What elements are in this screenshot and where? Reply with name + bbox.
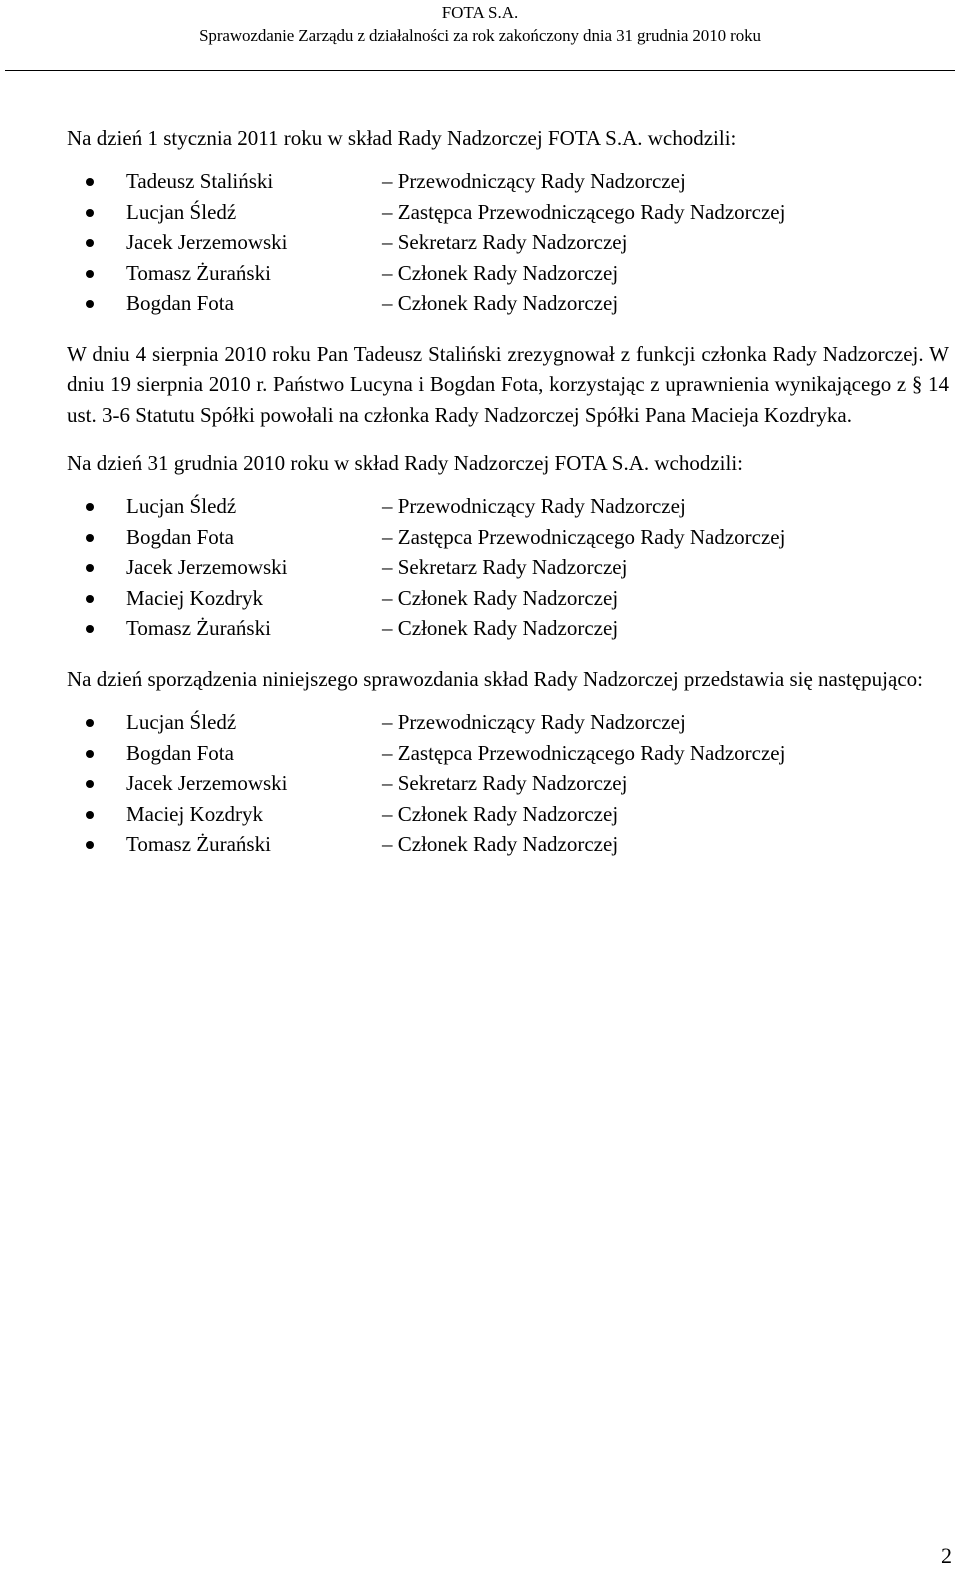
list-item <box>67 799 949 830</box>
bullet-icon <box>86 239 94 247</box>
member-name: Lucjan Śledź <box>126 494 237 518</box>
section2-member-list <box>67 491 949 644</box>
member-name: Tadeusz Staliński <box>126 169 274 193</box>
member-name: Lucjan Śledź <box>126 710 237 734</box>
member-name: Tomasz Żurański <box>126 832 271 856</box>
member-role: – Przewodniczący Rady Nadzorczej <box>382 710 686 734</box>
bullet-icon <box>86 564 94 572</box>
member-role: – Członek Rady Nadzorczej <box>382 291 619 315</box>
section2-intro: Na dzień 31 grudnia 2010 roku w skład Rady Nadzorczej FOTA S.A. wchodzili: <box>67 451 744 475</box>
member-role: – Zastępca Przewodniczącego Rady Nadzorczej <box>382 524 786 549</box>
bullet-icon <box>86 270 94 278</box>
member-role: – Członek Rady Nadzorczej <box>382 260 619 285</box>
bullet-icon <box>86 595 94 603</box>
member-role: – Przewodniczący Rady Nadzorczej <box>382 169 686 193</box>
bullet-icon <box>86 503 94 511</box>
member-name: Lucjan Śledź <box>126 199 237 224</box>
member-role: – Zastępca Przewodniczącego Rady Nadzorczej <box>382 740 786 765</box>
member-name: Tomasz Żurański <box>126 616 271 640</box>
bullet-icon <box>86 625 94 633</box>
member-name: Bogdan Fota <box>126 740 234 765</box>
header-company: FOTA S.A. <box>441 3 519 22</box>
bullet-icon <box>86 780 94 788</box>
change-paragraph: W dniu 4 sierpnia 2010 roku Pan Tadeusz Staliński zrezygnował z funkcji członka Rady Nadzorczej. W dniu 19 sierpnia 2010 r. Państwo Lucyna i Bogdan Fota, korzystając z uprawnienia wynikającego z § 14 ust. 3-6 Statutu Spółki powołali na członka Rady Nadzorczej Spółki Pana Macieja Kozdryka. <box>67 341 949 427</box>
member-name: Maciej Kozdryk <box>126 585 264 610</box>
section1-member-list <box>67 166 949 319</box>
section1-intro: Na dzień 1 stycznia 2011 roku w skład Rady Nadzorczej FOTA S.A. wchodzili: <box>67 126 737 150</box>
list-item <box>67 613 949 644</box>
header-subtitle: Sprawozdanie Zarządu z działalności za rok zakończony dnia 31 grudnia 2010 roku <box>199 26 761 45</box>
section3-intro: Na dzień sporządzenia niniejszego sprawozdania skład Rady Nadzorczej przedstawia się następująco: <box>67 666 923 691</box>
member-role: – Zastępca Przewodniczącego Rady Nadzorczej <box>382 199 786 224</box>
bullet-icon <box>86 811 94 819</box>
member-role: – Członek Rady Nadzorczej <box>382 585 619 610</box>
member-role: – Przewodniczący Rady Nadzorczej <box>382 494 686 518</box>
member-role: – Sekretarz Rady Nadzorczej <box>382 555 628 579</box>
bullet-icon <box>86 719 94 727</box>
list-item <box>67 197 949 228</box>
list-item <box>67 258 949 289</box>
bullet-icon <box>86 534 94 542</box>
member-role: – Członek Rady Nadzorczej <box>382 832 619 856</box>
member-name: Jacek Jerzemowski <box>126 230 288 254</box>
bullet-icon <box>86 178 94 186</box>
header-rule <box>5 70 955 71</box>
member-name: Jacek Jerzemowski <box>126 771 288 795</box>
member-name: Bogdan Fota <box>126 291 234 315</box>
member-name: Bogdan Fota <box>126 524 234 549</box>
list-item <box>67 829 949 860</box>
bullet-icon <box>86 841 94 849</box>
list-item <box>67 552 949 583</box>
list-item <box>67 227 949 258</box>
list-item <box>67 491 949 522</box>
member-name: Jacek Jerzemowski <box>126 555 288 579</box>
list-item <box>67 738 949 769</box>
member-role: – Członek Rady Nadzorczej <box>382 801 619 826</box>
bullet-icon <box>86 209 94 217</box>
member-name: Tomasz Żurański <box>126 260 271 285</box>
section3-member-list <box>67 707 949 860</box>
member-role: – Członek Rady Nadzorczej <box>382 616 619 640</box>
bullet-icon <box>86 300 94 308</box>
page-number: 2 <box>941 1543 952 1568</box>
bullet-icon <box>86 750 94 758</box>
member-name: Maciej Kozdryk <box>126 801 264 826</box>
page-header <box>0 0 960 47</box>
member-role: – Sekretarz Rady Nadzorczej <box>382 771 628 795</box>
list-item <box>67 166 949 197</box>
list-item <box>67 768 949 799</box>
list-item <box>67 522 949 553</box>
document-body <box>67 123 949 860</box>
list-item <box>67 707 949 738</box>
member-role: – Sekretarz Rady Nadzorczej <box>382 230 628 254</box>
list-item <box>67 288 949 319</box>
list-item <box>67 583 949 614</box>
